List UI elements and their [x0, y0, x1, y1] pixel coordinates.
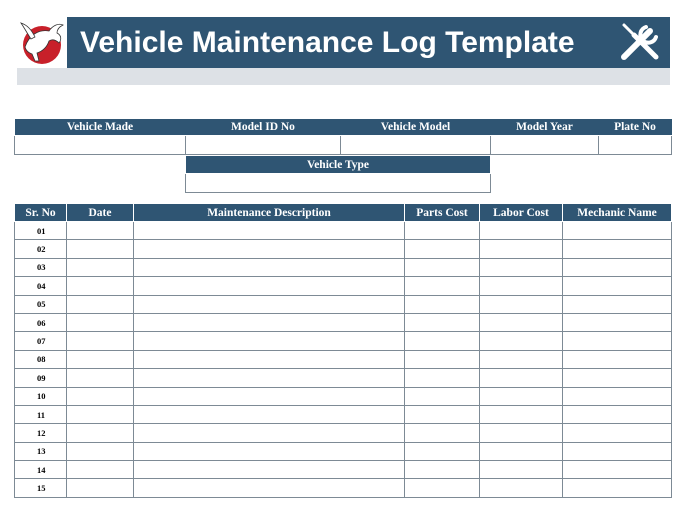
- header-vehicle-made: Vehicle Made: [15, 119, 186, 136]
- date-cell[interactable]: [67, 222, 134, 240]
- mechanic-name-cell[interactable]: [563, 369, 672, 387]
- parts-cost-cell[interactable]: [405, 295, 480, 313]
- parts-cost-cell[interactable]: [405, 332, 480, 350]
- sr-no-cell: 04: [15, 277, 67, 295]
- mechanic-name-cell[interactable]: [563, 277, 672, 295]
- labor-cost-cell[interactable]: [480, 240, 563, 258]
- plate-no-cell[interactable]: [599, 136, 672, 155]
- table-row: [15, 442, 672, 460]
- sr-no-cell: 07: [15, 332, 67, 350]
- sr-no-cell: 14: [15, 461, 67, 479]
- sr-no-cell: 15: [15, 479, 67, 497]
- sr-no-cell: 11: [15, 405, 67, 423]
- mechanic-name-cell[interactable]: [563, 424, 672, 442]
- vehicle-info-header-row: [15, 119, 672, 136]
- description-cell[interactable]: [134, 479, 405, 497]
- sr-no-cell: 12: [15, 424, 67, 442]
- date-cell[interactable]: [67, 258, 134, 276]
- vehicle-info-value-row: [15, 136, 672, 155]
- parts-cost-cell[interactable]: [405, 387, 480, 405]
- pegasus-logo-icon: [17, 17, 67, 68]
- vehicle-type-cell[interactable]: [186, 174, 491, 193]
- vehicle-info-table: [14, 118, 672, 155]
- labor-cost-cell[interactable]: [480, 479, 563, 497]
- table-row: [15, 461, 672, 479]
- date-cell[interactable]: [67, 479, 134, 497]
- header-vehicle-model: Vehicle Model: [341, 119, 491, 136]
- table-row: [15, 240, 672, 258]
- parts-cost-cell[interactable]: [405, 222, 480, 240]
- labor-cost-cell[interactable]: [480, 332, 563, 350]
- mechanic-name-cell[interactable]: [563, 240, 672, 258]
- labor-cost-cell[interactable]: [480, 258, 563, 276]
- mechanic-name-cell[interactable]: [563, 479, 672, 497]
- parts-cost-cell[interactable]: [405, 461, 480, 479]
- labor-cost-cell[interactable]: [480, 442, 563, 460]
- sr-no-cell: 09: [15, 369, 67, 387]
- mechanic-name-cell[interactable]: [563, 461, 672, 479]
- sr-no-cell: 13: [15, 442, 67, 460]
- description-cell[interactable]: [134, 424, 405, 442]
- labor-cost-cell[interactable]: [480, 405, 563, 423]
- labor-cost-cell[interactable]: [480, 461, 563, 479]
- maintenance-log-table: [14, 203, 672, 498]
- labor-cost-cell[interactable]: [480, 313, 563, 331]
- description-cell[interactable]: [134, 461, 405, 479]
- parts-cost-cell[interactable]: [405, 442, 480, 460]
- header-model-id-no: Model ID No: [186, 119, 341, 136]
- sr-no-cell: 02: [15, 240, 67, 258]
- labor-cost-cell[interactable]: [480, 222, 563, 240]
- description-cell[interactable]: [134, 258, 405, 276]
- parts-cost-cell[interactable]: [405, 240, 480, 258]
- model-id-no-cell[interactable]: [186, 136, 341, 155]
- labor-cost-cell[interactable]: [480, 277, 563, 295]
- sr-no-cell: 06: [15, 313, 67, 331]
- header-sr-no: Sr. No: [15, 204, 67, 222]
- table-row: [15, 295, 672, 313]
- date-cell[interactable]: [67, 424, 134, 442]
- description-cell[interactable]: [134, 295, 405, 313]
- table-row: [15, 332, 672, 350]
- log-body: [15, 222, 672, 498]
- header-maintenance-description: Maintenance Description: [134, 204, 405, 222]
- mechanic-name-cell[interactable]: [563, 350, 672, 368]
- mechanic-name-cell[interactable]: [563, 258, 672, 276]
- title-sub-banner: [17, 68, 670, 85]
- sr-no-cell: 10: [15, 387, 67, 405]
- parts-cost-cell[interactable]: [405, 424, 480, 442]
- table-row: [15, 369, 672, 387]
- description-cell[interactable]: [134, 222, 405, 240]
- description-cell[interactable]: [134, 387, 405, 405]
- model-year-cell[interactable]: [491, 136, 599, 155]
- vehicle-type-table: [185, 155, 491, 193]
- date-cell[interactable]: [67, 332, 134, 350]
- parts-cost-cell[interactable]: [405, 405, 480, 423]
- mechanic-name-cell[interactable]: [563, 405, 672, 423]
- labor-cost-cell[interactable]: [480, 295, 563, 313]
- header-date: Date: [67, 204, 134, 222]
- description-cell[interactable]: [134, 313, 405, 331]
- table-row: [15, 222, 672, 240]
- log-header-row: [15, 204, 672, 222]
- vehicle-made-cell[interactable]: [15, 136, 186, 155]
- date-cell[interactable]: [67, 442, 134, 460]
- parts-cost-cell[interactable]: [405, 258, 480, 276]
- wrench-screwdriver-icon: [616, 19, 664, 63]
- date-cell[interactable]: [67, 461, 134, 479]
- date-cell[interactable]: [67, 240, 134, 258]
- header-parts-cost: Parts Cost: [405, 204, 480, 222]
- date-cell[interactable]: [67, 369, 134, 387]
- labor-cost-cell[interactable]: [480, 424, 563, 442]
- mechanic-name-cell[interactable]: [563, 295, 672, 313]
- date-cell[interactable]: [67, 405, 134, 423]
- mechanic-name-cell[interactable]: [563, 387, 672, 405]
- table-row: [15, 313, 672, 331]
- date-cell[interactable]: [67, 350, 134, 368]
- table-row: [15, 258, 672, 276]
- description-cell[interactable]: [134, 277, 405, 295]
- header-mechanic-name: Mechanic Name: [563, 204, 672, 222]
- date-cell[interactable]: [67, 277, 134, 295]
- mechanic-name-cell[interactable]: [563, 332, 672, 350]
- sr-no-cell: 08: [15, 350, 67, 368]
- table-row: [15, 387, 672, 405]
- table-row: [15, 405, 672, 423]
- labor-cost-cell[interactable]: [480, 387, 563, 405]
- table-row: [15, 424, 672, 442]
- date-cell[interactable]: [67, 295, 134, 313]
- sr-no-cell: 01: [15, 222, 67, 240]
- sr-no-cell: 05: [15, 295, 67, 313]
- date-cell[interactable]: [67, 313, 134, 331]
- mechanic-name-cell[interactable]: [563, 442, 672, 460]
- mechanic-name-cell[interactable]: [563, 222, 672, 240]
- table-row: [15, 479, 672, 497]
- labor-cost-cell[interactable]: [480, 350, 563, 368]
- parts-cost-cell[interactable]: [405, 369, 480, 387]
- mechanic-name-cell[interactable]: [563, 313, 672, 331]
- sr-no-cell: 03: [15, 258, 67, 276]
- page-title: Vehicle Maintenance Log Template: [80, 26, 575, 59]
- labor-cost-cell[interactable]: [480, 369, 563, 387]
- header-plate-no: Plate No: [599, 119, 672, 136]
- header-vehicle-type: Vehicle Type: [186, 156, 491, 174]
- description-cell[interactable]: [134, 442, 405, 460]
- parts-cost-cell[interactable]: [405, 350, 480, 368]
- description-cell[interactable]: [134, 405, 405, 423]
- description-cell[interactable]: [134, 240, 405, 258]
- description-cell[interactable]: [134, 350, 405, 368]
- header-labor-cost: Labor Cost: [480, 204, 563, 222]
- parts-cost-cell[interactable]: [405, 313, 480, 331]
- parts-cost-cell[interactable]: [405, 277, 480, 295]
- parts-cost-cell[interactable]: [405, 479, 480, 497]
- description-cell[interactable]: [134, 332, 405, 350]
- table-row: [15, 277, 672, 295]
- description-cell[interactable]: [134, 369, 405, 387]
- header-model-year: Model Year: [491, 119, 599, 136]
- vehicle-model-cell[interactable]: [341, 136, 491, 155]
- table-row: [15, 350, 672, 368]
- date-cell[interactable]: [67, 387, 134, 405]
